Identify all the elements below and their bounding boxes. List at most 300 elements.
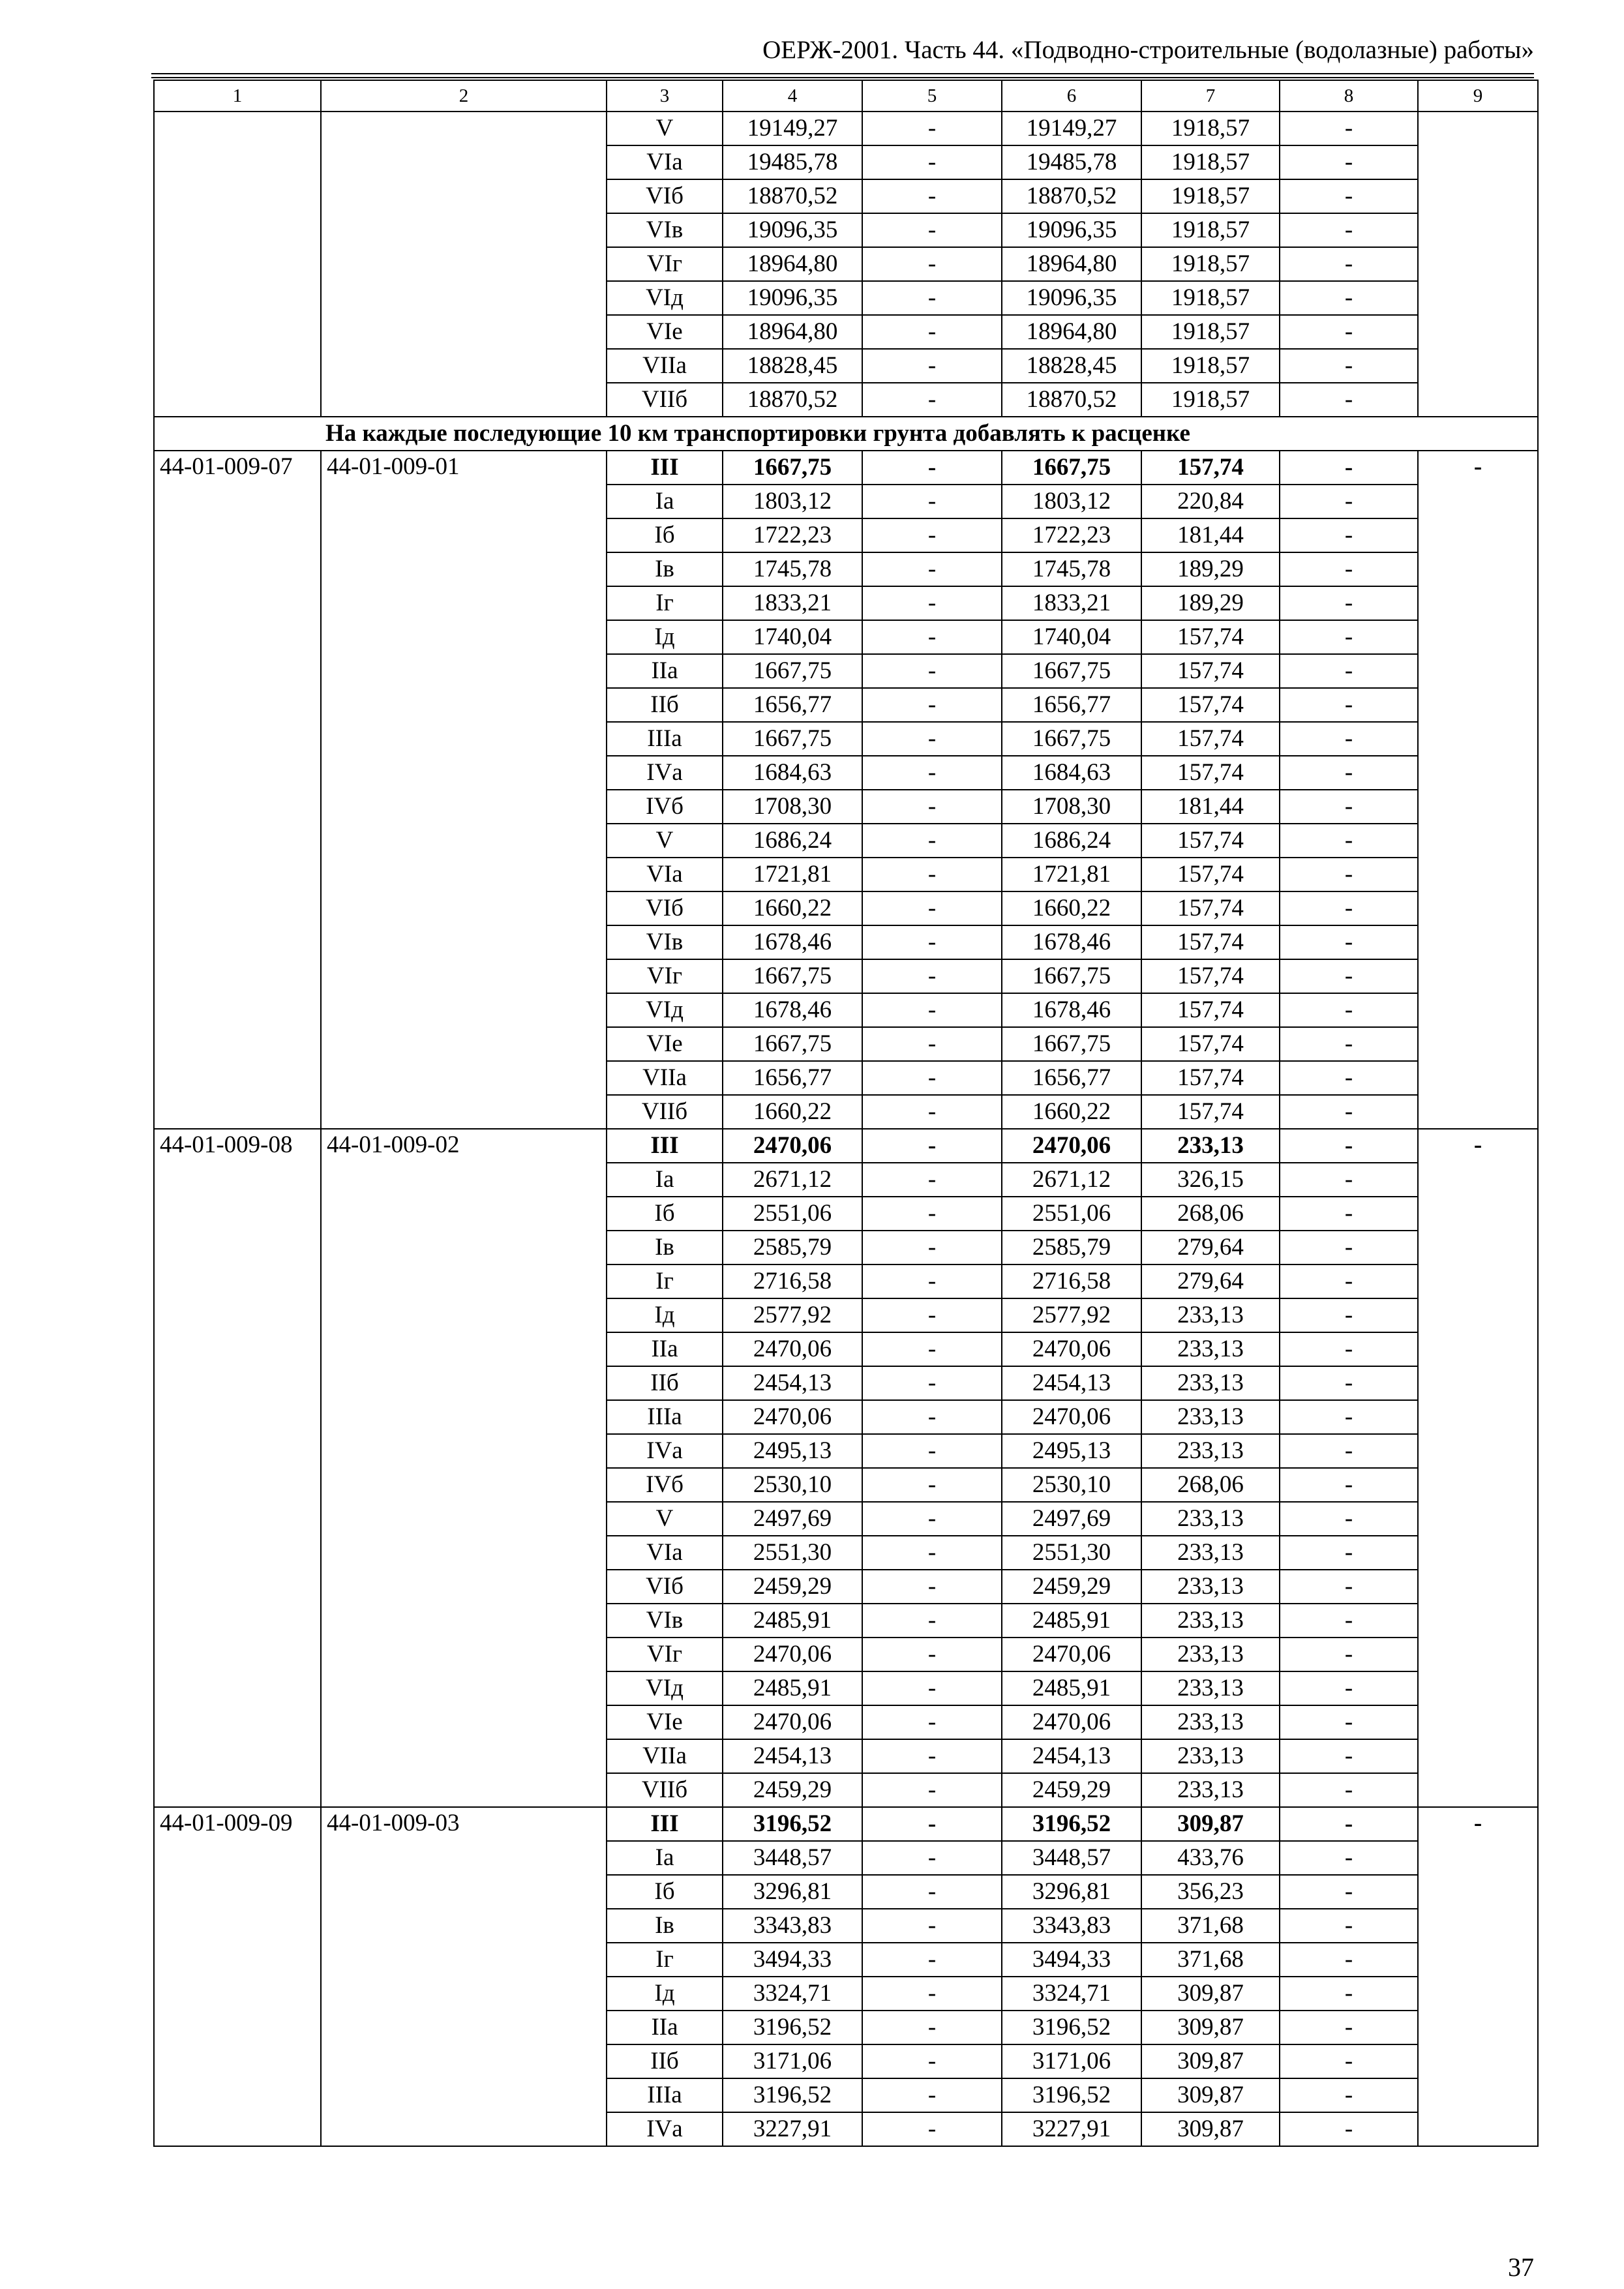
soil-group-cell: IIа — [607, 654, 723, 688]
col8-cell: - — [1280, 315, 1418, 349]
soil-group-cell: VIд — [607, 281, 723, 315]
col4-cell: 2585,79 — [723, 1231, 862, 1264]
soil-group-cell: IIа — [607, 2011, 723, 2044]
col7-cell: 1918,57 — [1141, 112, 1280, 145]
col8-cell: - — [1280, 1773, 1418, 1807]
col7-cell: 233,13 — [1141, 1332, 1280, 1366]
col6-cell: 1678,46 — [1002, 993, 1141, 1027]
col8-cell: - — [1280, 451, 1418, 485]
col5-cell: - — [862, 247, 1002, 281]
col7-cell: 233,13 — [1141, 1604, 1280, 1638]
base-rate-cell: 44-01-009-01 — [321, 451, 607, 1129]
col8-cell: - — [1280, 552, 1418, 586]
col7-cell: 157,74 — [1141, 925, 1280, 959]
col7-cell: 356,23 — [1141, 1875, 1280, 1909]
col1-cell — [154, 112, 321, 417]
col5-cell: - — [862, 1977, 1002, 2011]
col5-cell: - — [862, 451, 1002, 485]
col8-cell: - — [1280, 247, 1418, 281]
col5-cell: - — [862, 1095, 1002, 1129]
col8-cell: - — [1280, 383, 1418, 417]
col6-cell: 1684,63 — [1002, 756, 1141, 790]
col6-cell: 2459,29 — [1002, 1570, 1141, 1604]
soil-group-cell: IIб — [607, 1366, 723, 1400]
col7-cell: 157,74 — [1141, 891, 1280, 925]
col7-cell: 157,74 — [1141, 756, 1280, 790]
soil-group-cell: III — [607, 1129, 723, 1163]
col8-cell: - — [1280, 1298, 1418, 1332]
col6-cell: 1721,81 — [1002, 858, 1141, 891]
col8-cell: - — [1280, 993, 1418, 1027]
col8-cell: - — [1280, 959, 1418, 993]
soil-group-cell: III — [607, 1807, 723, 1841]
col7-cell: 279,64 — [1141, 1231, 1280, 1264]
col7-cell: 157,74 — [1141, 688, 1280, 722]
col7-cell: 157,74 — [1141, 1027, 1280, 1061]
col7-cell: 371,68 — [1141, 1909, 1280, 1943]
col7-cell: 309,87 — [1141, 2112, 1280, 2146]
col8-cell: - — [1280, 620, 1418, 654]
col6-cell: 3196,52 — [1002, 2078, 1141, 2112]
col6-cell: 2530,10 — [1002, 1468, 1141, 1502]
col4-cell: 2470,06 — [723, 1332, 862, 1366]
soil-group-cell: IVб — [607, 1468, 723, 1502]
col8-cell: - — [1280, 1943, 1418, 1977]
col5-cell: - — [862, 891, 1002, 925]
col4-cell: 2495,13 — [723, 1434, 862, 1468]
col4-cell: 2551,06 — [723, 1197, 862, 1231]
col5-cell: - — [862, 654, 1002, 688]
col6-cell: 19485,78 — [1002, 145, 1141, 179]
column-number: 9 — [1418, 80, 1538, 112]
col4-cell: 2485,91 — [723, 1604, 862, 1638]
table-row — [154, 451, 1538, 485]
col8-cell: - — [1280, 1163, 1418, 1197]
table-row — [154, 112, 1538, 145]
soil-group-cell: VIа — [607, 145, 723, 179]
col8-cell: - — [1280, 1468, 1418, 1502]
soil-group-cell: IVа — [607, 756, 723, 790]
soil-group-cell: VIд — [607, 993, 723, 1027]
soil-group-cell: V — [607, 112, 723, 145]
col4-cell: 1803,12 — [723, 485, 862, 518]
soil-group-cell: V — [607, 1502, 723, 1536]
col6-cell: 3296,81 — [1002, 1875, 1141, 1909]
col5-cell: - — [862, 1027, 1002, 1061]
col4-cell: 1745,78 — [723, 552, 862, 586]
col4-cell: 2470,06 — [723, 1129, 862, 1163]
col6-cell: 1667,75 — [1002, 722, 1141, 756]
soil-group-cell: IIб — [607, 688, 723, 722]
col5-cell: - — [862, 1231, 1002, 1264]
soil-group-cell: Iа — [607, 1841, 723, 1875]
col5-cell: - — [862, 790, 1002, 824]
col4-cell: 2454,13 — [723, 1739, 862, 1773]
col5-cell: - — [862, 281, 1002, 315]
col8-cell: - — [1280, 891, 1418, 925]
col5-cell: - — [862, 756, 1002, 790]
col6-cell: 2485,91 — [1002, 1604, 1141, 1638]
col6-cell: 2495,13 — [1002, 1434, 1141, 1468]
page-number: 37 — [1508, 2252, 1534, 2282]
col5-cell: - — [862, 315, 1002, 349]
col6-cell: 3343,83 — [1002, 1909, 1141, 1943]
col4-cell: 2551,30 — [723, 1536, 862, 1570]
col6-cell: 1803,12 — [1002, 485, 1141, 518]
col6-cell: 1656,77 — [1002, 688, 1141, 722]
soil-group-cell: VIг — [607, 959, 723, 993]
col5-cell: - — [862, 213, 1002, 247]
col5-cell: - — [862, 1264, 1002, 1298]
col6-cell: 2585,79 — [1002, 1231, 1141, 1264]
col5-cell: - — [862, 2011, 1002, 2044]
col8-cell: - — [1280, 586, 1418, 620]
soil-group-cell: IIIа — [607, 1400, 723, 1434]
rate-code-cell: 44-01-009-07 — [154, 451, 321, 1129]
col8-cell: - — [1280, 1739, 1418, 1773]
col5-cell: - — [862, 1671, 1002, 1705]
soil-group-cell: VIе — [607, 1027, 723, 1061]
soil-group-cell: IIб — [607, 2044, 723, 2078]
col6-cell: 1833,21 — [1002, 586, 1141, 620]
base-rate-cell: 44-01-009-03 — [321, 1807, 607, 2146]
soil-group-cell: IVб — [607, 790, 723, 824]
soil-group-cell: Iв — [607, 1231, 723, 1264]
table-row — [154, 1807, 1538, 1841]
col7-cell: 309,87 — [1141, 1977, 1280, 2011]
col7-cell: 189,29 — [1141, 552, 1280, 586]
soil-group-cell: Iв — [607, 552, 723, 586]
col6-cell: 2671,12 — [1002, 1163, 1141, 1197]
col4-cell: 19149,27 — [723, 112, 862, 145]
col6-cell: 3324,71 — [1002, 1977, 1141, 2011]
col6-cell: 3196,52 — [1002, 1807, 1141, 1841]
col5-cell: - — [862, 1773, 1002, 1807]
col5-cell: - — [862, 1197, 1002, 1231]
col4-cell: 2459,29 — [723, 1570, 862, 1604]
col7-cell: 233,13 — [1141, 1400, 1280, 1434]
rate-code-cell: 44-01-009-09 — [154, 1807, 321, 2146]
col5-cell: - — [862, 1739, 1002, 1773]
col4-cell: 1667,75 — [723, 1027, 862, 1061]
soil-group-cell: IVа — [607, 2112, 723, 2146]
col4-cell: 2470,06 — [723, 1400, 862, 1434]
col8-cell: - — [1280, 1671, 1418, 1705]
col6-cell: 3196,52 — [1002, 2011, 1141, 2044]
col6-cell: 2470,06 — [1002, 1705, 1141, 1739]
col7-cell: 1918,57 — [1141, 247, 1280, 281]
column-number: 5 — [862, 80, 1002, 112]
col6-cell: 2459,29 — [1002, 1773, 1141, 1807]
col8-cell: - — [1280, 112, 1418, 145]
col5-cell: - — [862, 959, 1002, 993]
col4-cell: 18870,52 — [723, 179, 862, 213]
col7-cell: 157,74 — [1141, 654, 1280, 688]
col4-cell: 18870,52 — [723, 383, 862, 417]
col6-cell: 18964,80 — [1002, 315, 1141, 349]
col4-cell: 18828,45 — [723, 349, 862, 383]
col5-cell: - — [862, 1536, 1002, 1570]
col7-cell: 189,29 — [1141, 586, 1280, 620]
col5-cell: - — [862, 993, 1002, 1027]
soil-group-cell: VIIа — [607, 1739, 723, 1773]
col4-cell: 1667,75 — [723, 451, 862, 485]
col6-cell: 2470,06 — [1002, 1332, 1141, 1366]
col6-cell: 1667,75 — [1002, 654, 1141, 688]
col5-cell: - — [862, 112, 1002, 145]
header-rule — [151, 73, 1534, 74]
col8-cell: - — [1280, 145, 1418, 179]
col6-cell: 19149,27 — [1002, 112, 1141, 145]
soil-group-cell: IIIа — [607, 2078, 723, 2112]
col6-cell: 1722,23 — [1002, 518, 1141, 552]
col8-cell: - — [1280, 654, 1418, 688]
col6-cell: 2470,06 — [1002, 1638, 1141, 1671]
col5-cell: - — [862, 1807, 1002, 1841]
col4-cell: 1656,77 — [723, 1061, 862, 1095]
col5-cell: - — [862, 1604, 1002, 1638]
col4-cell: 2454,13 — [723, 1366, 862, 1400]
col6-cell: 1686,24 — [1002, 824, 1141, 858]
column-numbers-row — [154, 80, 1538, 112]
col5-cell: - — [862, 1298, 1002, 1332]
col4-cell: 19096,35 — [723, 213, 862, 247]
col2-cell — [321, 112, 607, 417]
col5-cell: - — [862, 620, 1002, 654]
soil-group-cell: VIIб — [607, 383, 723, 417]
col4-cell: 3494,33 — [723, 1943, 862, 1977]
soil-group-cell: VIб — [607, 891, 723, 925]
col4-cell: 2530,10 — [723, 1468, 862, 1502]
col8-cell: - — [1280, 485, 1418, 518]
col4-cell: 2485,91 — [723, 1671, 862, 1705]
col6-cell: 1656,77 — [1002, 1061, 1141, 1095]
col6-cell: 19096,35 — [1002, 213, 1141, 247]
col8-cell: - — [1280, 1434, 1418, 1468]
col7-cell: 157,74 — [1141, 451, 1280, 485]
col5-cell: - — [862, 383, 1002, 417]
table-row — [154, 1129, 1538, 1163]
soil-group-cell: IVа — [607, 1434, 723, 1468]
col7-cell: 220,84 — [1141, 485, 1280, 518]
col4-cell: 18964,80 — [723, 315, 862, 349]
col8-cell: - — [1280, 1705, 1418, 1739]
col9-cell: - — [1418, 1807, 1538, 2146]
col7-cell: 157,74 — [1141, 1095, 1280, 1129]
col7-cell: 181,44 — [1141, 518, 1280, 552]
col5-cell: - — [862, 1705, 1002, 1739]
col4-cell: 1721,81 — [723, 858, 862, 891]
soil-group-cell: VIIб — [607, 1773, 723, 1807]
col6-cell: 2470,06 — [1002, 1129, 1141, 1163]
col7-cell: 233,13 — [1141, 1366, 1280, 1400]
col5-cell: - — [862, 2044, 1002, 2078]
col7-cell: 157,74 — [1141, 620, 1280, 654]
col4-cell: 1667,75 — [723, 654, 862, 688]
col4-cell: 1656,77 — [723, 688, 862, 722]
col7-cell: 157,74 — [1141, 993, 1280, 1027]
col5-cell: - — [862, 1502, 1002, 1536]
col6-cell: 1667,75 — [1002, 451, 1141, 485]
note-row — [154, 417, 1538, 451]
col7-cell: 233,13 — [1141, 1773, 1280, 1807]
column-number: 1 — [154, 80, 321, 112]
col8-cell: - — [1280, 1129, 1418, 1163]
col7-cell: 157,74 — [1141, 722, 1280, 756]
col5-cell: - — [862, 1061, 1002, 1095]
soil-group-cell: Iд — [607, 1298, 723, 1332]
col4-cell: 1667,75 — [723, 959, 862, 993]
col6-cell: 2551,30 — [1002, 1536, 1141, 1570]
col8-cell: - — [1280, 688, 1418, 722]
col7-cell: 157,74 — [1141, 959, 1280, 993]
col5-cell: - — [862, 2112, 1002, 2146]
col6-cell: 18964,80 — [1002, 247, 1141, 281]
col7-cell: 1918,57 — [1141, 383, 1280, 417]
col6-cell: 3448,57 — [1002, 1841, 1141, 1875]
col5-cell: - — [862, 1163, 1002, 1197]
soil-group-cell: VIе — [607, 315, 723, 349]
soil-group-cell: Iд — [607, 1977, 723, 2011]
soil-group-cell: Iб — [607, 1197, 723, 1231]
col9-cell: - — [1418, 1129, 1538, 1807]
col7-cell: 233,13 — [1141, 1705, 1280, 1739]
col4-cell: 1740,04 — [723, 620, 862, 654]
soil-group-cell: Iа — [607, 485, 723, 518]
col6-cell: 1667,75 — [1002, 959, 1141, 993]
column-number: 7 — [1141, 80, 1280, 112]
col7-cell: 309,87 — [1141, 1807, 1280, 1841]
col8-cell: - — [1280, 1366, 1418, 1400]
soil-group-cell: VIIа — [607, 1061, 723, 1095]
col7-cell: 1918,57 — [1141, 213, 1280, 247]
soil-group-cell: IIа — [607, 1332, 723, 1366]
col4-cell: 3196,52 — [723, 2078, 862, 2112]
col5-cell: - — [862, 1366, 1002, 1400]
col4-cell: 1678,46 — [723, 993, 862, 1027]
col6-cell: 1667,75 — [1002, 1027, 1141, 1061]
col7-cell: 1918,57 — [1141, 145, 1280, 179]
col5-cell: - — [862, 1875, 1002, 1909]
col8-cell: - — [1280, 1977, 1418, 2011]
soil-group-cell: Iг — [607, 586, 723, 620]
rates-table — [153, 80, 1539, 2147]
col8-cell: - — [1280, 1027, 1418, 1061]
col5-cell: - — [862, 1129, 1002, 1163]
col4-cell: 3296,81 — [723, 1875, 862, 1909]
col7-cell: 326,15 — [1141, 1163, 1280, 1197]
column-number: 8 — [1280, 80, 1418, 112]
col8-cell: - — [1280, 1807, 1418, 1841]
col7-cell: 268,06 — [1141, 1468, 1280, 1502]
col9-cell: - — [1418, 451, 1538, 1129]
col6-cell: 2485,91 — [1002, 1671, 1141, 1705]
soil-group-cell: VIб — [607, 179, 723, 213]
soil-group-cell: VIа — [607, 858, 723, 891]
col8-cell: - — [1280, 1502, 1418, 1536]
col8-cell: - — [1280, 1332, 1418, 1366]
col8-cell: - — [1280, 722, 1418, 756]
soil-group-cell: VIв — [607, 1604, 723, 1638]
col4-cell: 2497,69 — [723, 1502, 862, 1536]
col4-cell: 1708,30 — [723, 790, 862, 824]
col8-cell: - — [1280, 2011, 1418, 2044]
col4-cell: 3196,52 — [723, 2011, 862, 2044]
col7-cell: 157,74 — [1141, 1061, 1280, 1095]
col7-cell: 233,13 — [1141, 1739, 1280, 1773]
col7-cell: 181,44 — [1141, 790, 1280, 824]
soil-group-cell: Iд — [607, 620, 723, 654]
col7-cell: 268,06 — [1141, 1197, 1280, 1231]
soil-group-cell: VIв — [607, 925, 723, 959]
col4-cell: 3343,83 — [723, 1909, 862, 1943]
soil-group-cell: VIIа — [607, 349, 723, 383]
soil-group-cell: VIа — [607, 1536, 723, 1570]
col8-cell: - — [1280, 1638, 1418, 1671]
col5-cell: - — [862, 518, 1002, 552]
soil-group-cell: Iг — [607, 1264, 723, 1298]
soil-group-cell: VIв — [607, 213, 723, 247]
base-rate-cell: 44-01-009-02 — [321, 1129, 607, 1807]
col8-cell: - — [1280, 281, 1418, 315]
col4-cell: 1684,63 — [723, 756, 862, 790]
col7-cell: 233,13 — [1141, 1570, 1280, 1604]
col6-cell: 2577,92 — [1002, 1298, 1141, 1332]
col4-cell: 1686,24 — [723, 824, 862, 858]
col6-cell: 2551,06 — [1002, 1197, 1141, 1231]
col8-cell: - — [1280, 1231, 1418, 1264]
soil-group-cell: VIб — [607, 1570, 723, 1604]
col8-cell: - — [1280, 858, 1418, 891]
col7-cell: 1918,57 — [1141, 179, 1280, 213]
col6-cell: 1660,22 — [1002, 1095, 1141, 1129]
column-number: 4 — [723, 80, 862, 112]
col8-cell: - — [1280, 1570, 1418, 1604]
col4-cell: 18964,80 — [723, 247, 862, 281]
col6-cell: 3494,33 — [1002, 1943, 1141, 1977]
col8-cell: - — [1280, 2078, 1418, 2112]
col4-cell: 3324,71 — [723, 1977, 862, 2011]
col7-cell: 233,13 — [1141, 1434, 1280, 1468]
col5-cell: - — [862, 1570, 1002, 1604]
col4-cell: 1722,23 — [723, 518, 862, 552]
col7-cell: 279,64 — [1141, 1264, 1280, 1298]
soil-group-cell: VIIб — [607, 1095, 723, 1129]
col5-cell: - — [862, 145, 1002, 179]
soil-group-cell: IIIа — [607, 722, 723, 756]
rate-code-cell: 44-01-009-08 — [154, 1129, 321, 1807]
col7-cell: 157,74 — [1141, 858, 1280, 891]
col6-cell: 2497,69 — [1002, 1502, 1141, 1536]
col5-cell: - — [862, 586, 1002, 620]
col8-cell: - — [1280, 2112, 1418, 2146]
col7-cell: 233,13 — [1141, 1129, 1280, 1163]
col6-cell: 2454,13 — [1002, 1739, 1141, 1773]
col8-cell: - — [1280, 756, 1418, 790]
col7-cell: 309,87 — [1141, 2078, 1280, 2112]
col5-cell: - — [862, 1400, 1002, 1434]
running-header: ОЕРЖ-2001. Часть 44. «Подводно-строительные (водолазные) работы» — [762, 36, 1534, 64]
col6-cell: 3227,91 — [1002, 2112, 1141, 2146]
col7-cell: 1918,57 — [1141, 349, 1280, 383]
col4-cell: 2577,92 — [723, 1298, 862, 1332]
column-number: 3 — [607, 80, 723, 112]
section-note: На каждые последующие 10 км транспортировки грунта добавлять к расценке — [154, 417, 1538, 451]
col7-cell: 233,13 — [1141, 1638, 1280, 1671]
col7-cell: 433,76 — [1141, 1841, 1280, 1875]
col5-cell: - — [862, 179, 1002, 213]
col7-cell: 233,13 — [1141, 1298, 1280, 1332]
